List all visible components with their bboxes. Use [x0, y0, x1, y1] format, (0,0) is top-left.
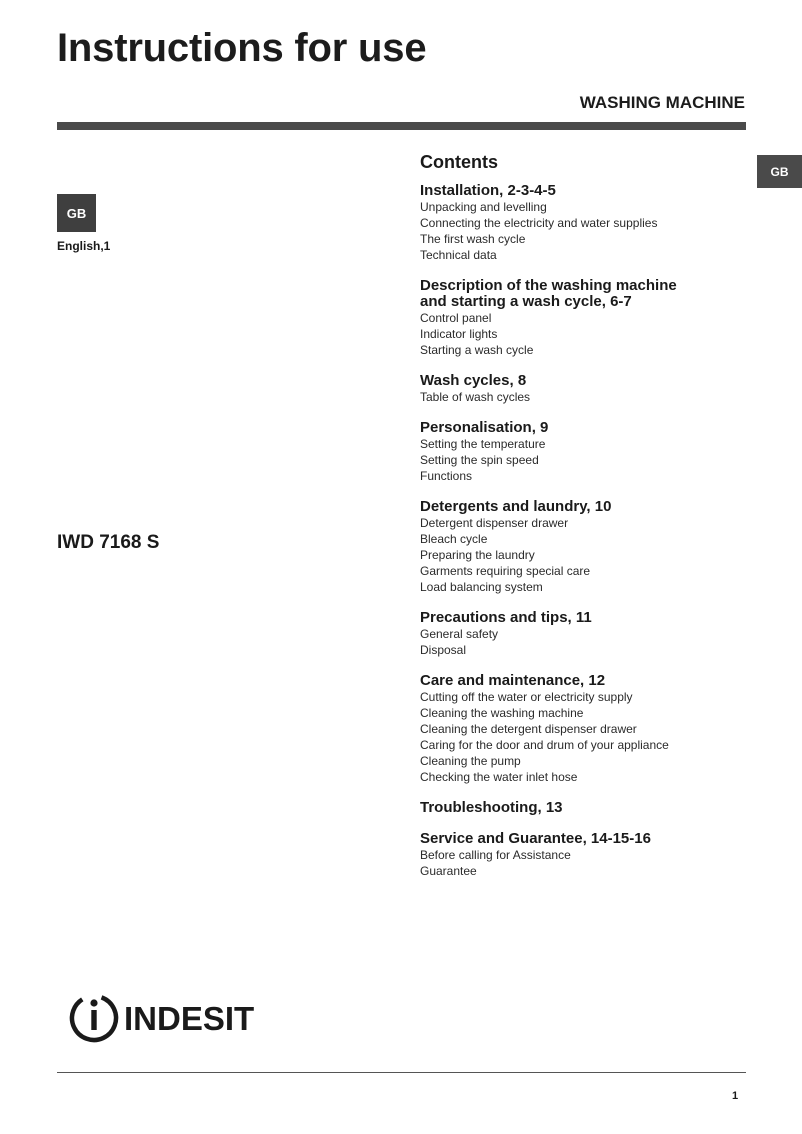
section-title: Service and Guarantee, 14-15-16 [420, 830, 651, 847]
section-title: Detergents and laundry, 10 [420, 498, 612, 515]
section-item: Control panel [420, 311, 492, 325]
section-item: Before calling for Assistance [420, 848, 571, 862]
contents-section [420, 499, 750, 595]
section-item: Cleaning the detergent dispenser drawer [420, 722, 637, 736]
contents-section [420, 420, 750, 484]
section-item: Cutting off the water or electricity supply [420, 690, 633, 704]
section-item: The first wash cycle [420, 232, 526, 246]
section-item: Unpacking and levelling [420, 200, 547, 214]
section-item: Functions [420, 469, 473, 483]
section-item: General safety [420, 627, 499, 641]
contents-section [420, 800, 750, 816]
language-tab: GB [757, 155, 802, 188]
table-of-contents [420, 151, 750, 894]
contents-sections [420, 183, 750, 879]
section-item: Starting a wash cycle [420, 343, 534, 357]
section-title: Description of the washing machine and starting a wash cycle, 6-7 [420, 277, 677, 310]
contents-section [420, 831, 750, 879]
section-title: Personalisation, 9 [420, 419, 549, 436]
section-item: Cleaning the pump [420, 754, 521, 768]
model-name: IWD 7168 S [57, 532, 160, 553]
section-item: Guarantee [420, 864, 477, 878]
section-title: Installation, 2-3-4-5 [420, 182, 556, 199]
header-divider [57, 122, 746, 130]
language-badge: GB [57, 194, 96, 232]
section-item: Setting the temperature [420, 437, 546, 451]
section-item: Bleach cycle [420, 532, 488, 546]
section-title: Wash cycles, 8 [420, 372, 527, 389]
section-title: Precautions and tips, 11 [420, 609, 592, 626]
section-item: Cleaning the washing machine [420, 706, 584, 720]
contents-section [420, 373, 750, 405]
section-title: Care and maintenance, 12 [420, 672, 606, 689]
product-type-heading: WASHING MACHINE [579, 93, 745, 112]
section-item: Preparing the laundry [420, 548, 535, 562]
language-label: English,1 [57, 239, 111, 253]
section-item: Caring for the door and drum of your appliance [420, 738, 669, 752]
contents-heading: Contents [420, 152, 498, 172]
section-title: Troubleshooting, 13 [420, 799, 563, 816]
brand-wordmark: INDESIT [124, 1000, 255, 1037]
section-item: Garments requiring special care [420, 564, 591, 578]
section-item: Load balancing system [420, 580, 543, 594]
section-item: Indicator lights [420, 327, 498, 341]
contents-section [420, 278, 750, 358]
section-item: Checking the water inlet hose [420, 770, 578, 784]
section-item: Detergent dispenser drawer [420, 516, 569, 530]
section-item: Setting the spin speed [420, 453, 539, 467]
page-title: Instructions for use [57, 26, 427, 70]
contents-section [420, 610, 750, 658]
footer-divider [57, 1072, 746, 1073]
section-item: Connecting the electricity and water supplies [420, 216, 658, 230]
section-item: Disposal [420, 643, 467, 657]
section-item: Technical data [420, 248, 497, 262]
contents-section [420, 183, 750, 263]
contents-section [420, 673, 750, 785]
section-item: Table of wash cycles [420, 390, 531, 404]
page-number: 1 [732, 1090, 739, 1102]
indesit-logo [68, 990, 268, 1046]
